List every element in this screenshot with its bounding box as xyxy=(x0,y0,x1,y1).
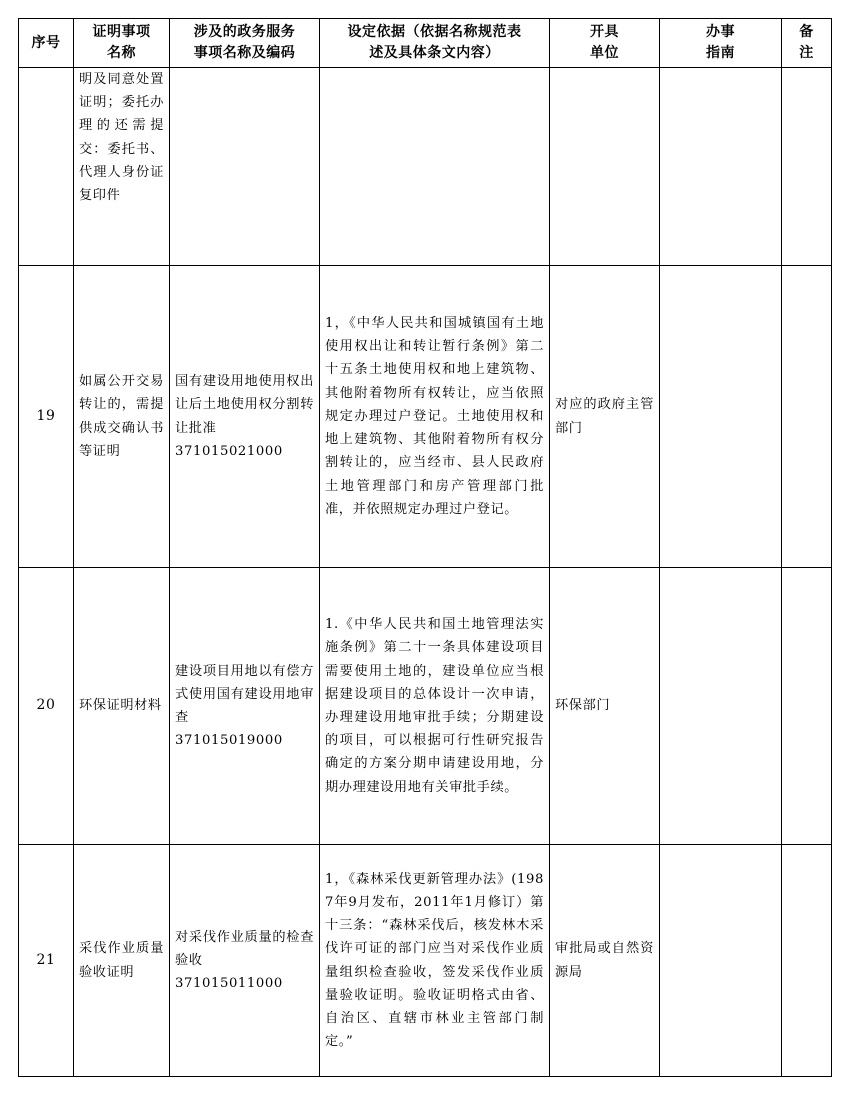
header-basis: 设定依据（依据名称规范表 述及具体条文内容） xyxy=(320,19,550,68)
cell-basis: 1，《森林采伐更新管理办法》(1987年9月发布，2011年1月修订）第十三条：“森林采伐后，核发林木采伐许可证的部门应当对采伐作业质量组织检查验收，签发采伐作业质量验收证明。验收证明格式由省、自治区、直辖市林业主管部门制定。” xyxy=(320,845,550,1077)
cell-seq xyxy=(19,68,74,266)
certificate-items-table xyxy=(18,18,832,1077)
header-remark: 备 注 xyxy=(782,19,832,68)
cell-guide xyxy=(660,266,782,568)
cell-guide xyxy=(660,68,782,266)
cell-remark xyxy=(782,568,832,845)
cell-issuer: 审批局或自然资源局 xyxy=(550,845,660,1077)
cell-issuer: 环保部门 xyxy=(550,568,660,845)
cell-cert-item: 如属公开交易转让的，需提供成交确认书等证明 xyxy=(74,266,170,568)
header-service-item: 涉及的政务服务 事项名称及编码 xyxy=(170,19,320,68)
header-guide: 办事 指南 xyxy=(660,19,782,68)
header-issuer: 开具 单位 xyxy=(550,19,660,68)
header-seq: 序号 xyxy=(19,19,74,68)
table-row xyxy=(19,68,832,266)
cell-cert-item: 明及同意处置证明；委托办理的还需提交：委托书、代理人身份证复印件 xyxy=(74,68,170,266)
cell-service-item: 对采伐作业质量的检查验收 371015011000 xyxy=(170,845,320,1077)
cell-basis: 1，《中华人民共和国城镇国有土地使用权出让和转让暂行条例》第二十五条土地使用权和地上建筑物、其他附着物所有权转让，应当依照规定办理过户登记。土地使用权和地上建筑物、其他附着物所有权分割转让的，应当经市、县人民政府土地管理部门和房产管理部门批准，并依照规定办理过户登记。 xyxy=(320,266,550,568)
header-cert-item: 证明事项 名称 xyxy=(74,19,170,68)
cell-basis xyxy=(320,68,550,266)
table-row xyxy=(19,568,832,845)
cell-remark xyxy=(782,845,832,1077)
cell-seq: 20 xyxy=(19,568,74,845)
cell-guide xyxy=(660,845,782,1077)
table-row xyxy=(19,845,832,1077)
cell-remark xyxy=(782,68,832,266)
cell-issuer: 对应的政府主管部门 xyxy=(550,266,660,568)
cell-remark xyxy=(782,266,832,568)
cell-cert-item: 环保证明材料 xyxy=(74,568,170,845)
cell-cert-item: 采伐作业质量验收证明 xyxy=(74,845,170,1077)
table-row xyxy=(19,266,832,568)
cell-issuer xyxy=(550,68,660,266)
cell-seq: 21 xyxy=(19,845,74,1077)
cell-basis: 1.《中华人民共和国土地管理法实施条例》第二十一条具体建设项目需要使用土地的，建设单位应当根据建设项目的总体设计一次申请，办理建设用地审批手续；分期建设的项目，可以根据可行性研究报告确定的方案分期申请建设用地，分期办理建设用地有关审批手续。 xyxy=(320,568,550,845)
cell-service-item xyxy=(170,68,320,266)
cell-service-item: 国有建设用地使用权出让后土地使用权分割转让批准 371015021000 xyxy=(170,266,320,568)
cell-service-item: 建设项目用地以有偿方式使用国有建设用地审查 371015019000 xyxy=(170,568,320,845)
header-row xyxy=(19,19,832,68)
cell-guide xyxy=(660,568,782,845)
cell-seq: 19 xyxy=(19,266,74,568)
